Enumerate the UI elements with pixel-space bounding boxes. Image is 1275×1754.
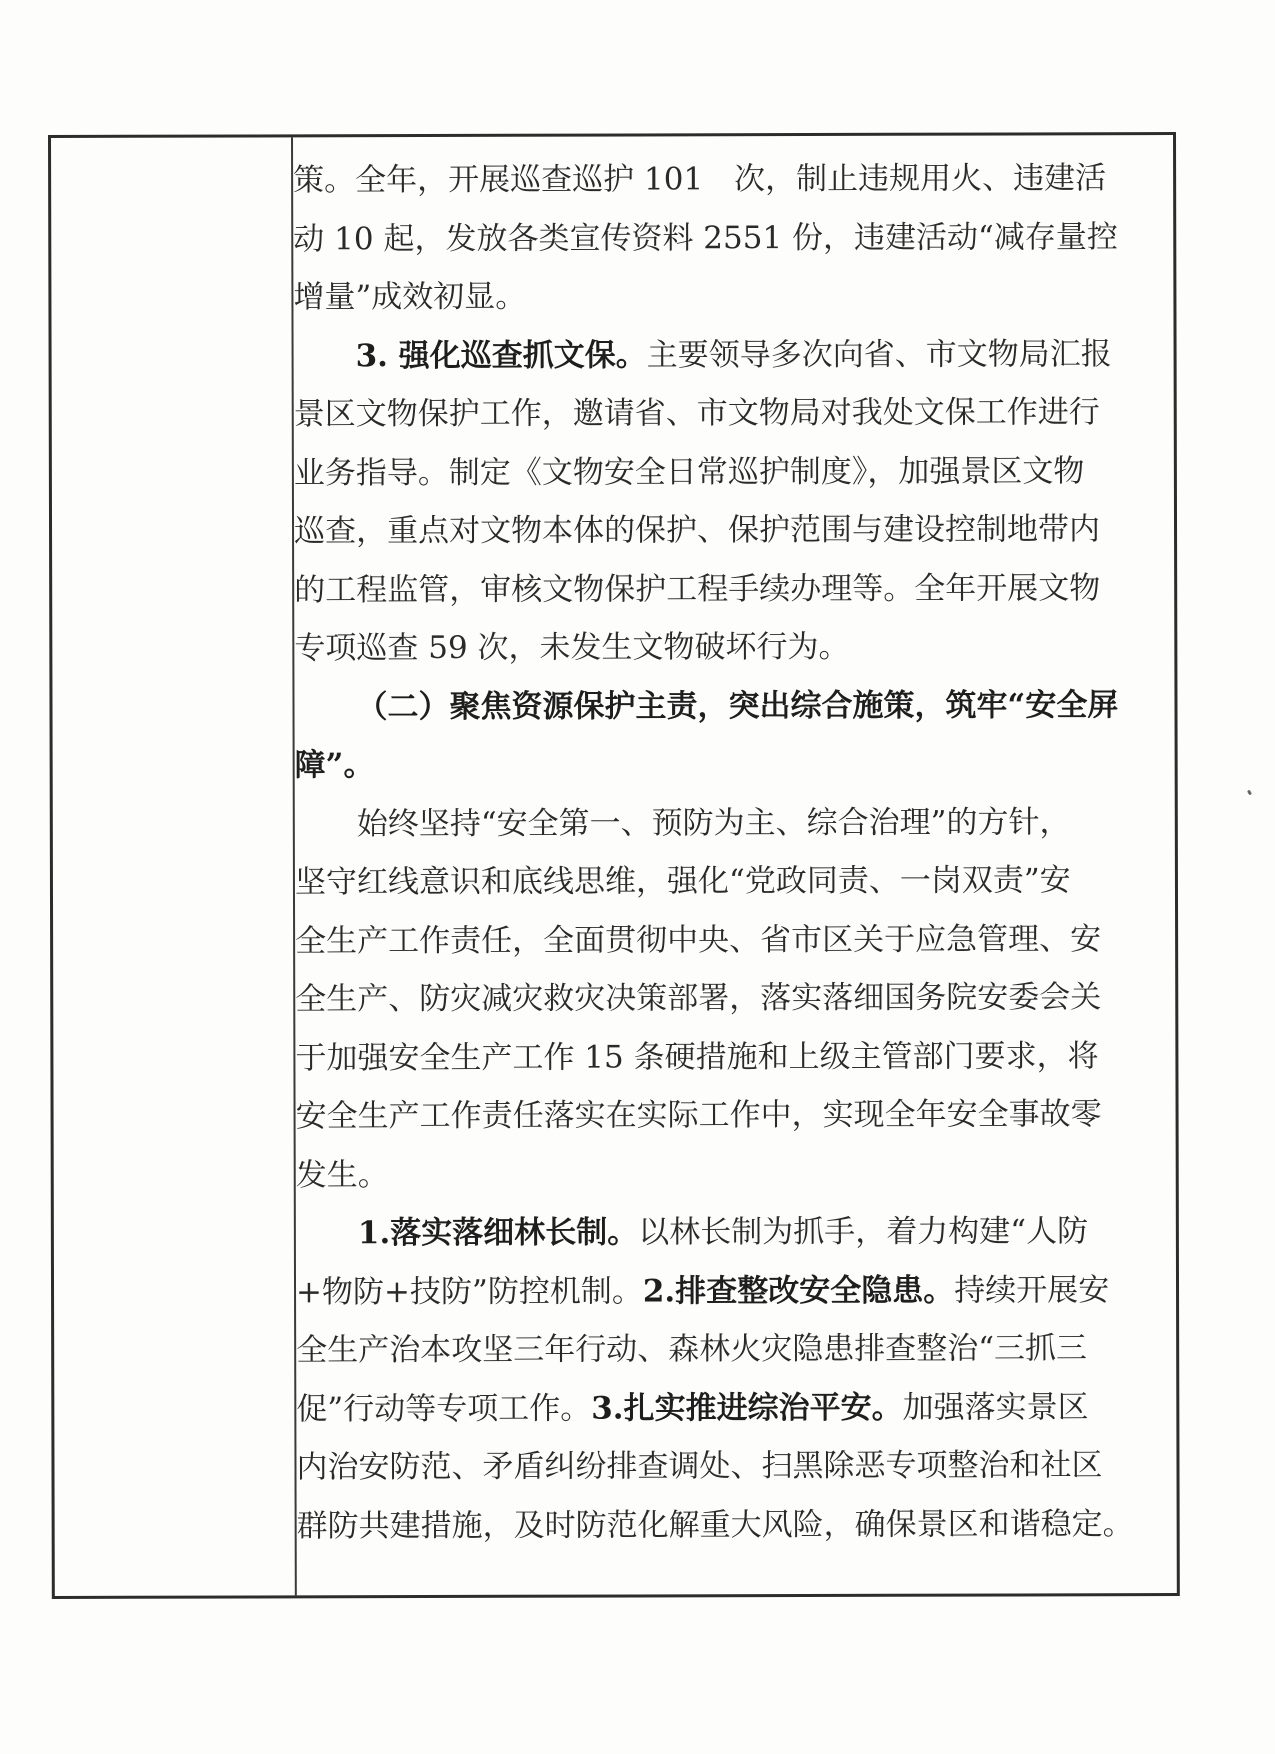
text-line: 始终坚持“安全第一、预防为主、综合治理”的方针， xyxy=(356,803,1071,842)
section-heading-two xyxy=(294,676,1160,795)
text-span: 主要领导多次向省、市文物局汇报 xyxy=(646,335,1112,373)
text-line xyxy=(296,1378,1162,1439)
text-line xyxy=(296,1202,1162,1263)
subheading-forest-chief: 1.落实落细林长制。 xyxy=(357,1214,639,1252)
table-left-column xyxy=(51,137,297,1596)
section-heading-line: （二）聚焦资源保护主责，突出综合施策，筑牢“安全屏 xyxy=(356,686,1119,725)
text-line: 的工程监管，审核文物保护工程手续办理等。全年开展文物 xyxy=(294,569,1101,608)
text-line: 内治安防范、矛盾纠纷排查调处、扫黑除恶专项整治和社区 xyxy=(296,1447,1103,1486)
text-line: 坚守红线意识和底线思维，强化“党政同责、一岗双责”安 xyxy=(294,862,1071,901)
subheading-hazards: 2.排查整改安全隐患。 xyxy=(642,1272,955,1309)
text-line: 群防共建措施，及时防范化解重大风险，确保景区和谐稳定。 xyxy=(296,1505,1134,1544)
subheading-heritage: 3. 强化巡查抓文保。 xyxy=(355,336,647,374)
text-line: 增量”成效初显。 xyxy=(293,278,527,316)
paragraph-safety-policy xyxy=(295,793,1162,1205)
text-line xyxy=(296,1261,1162,1322)
text-line: 专项巡查 59 次，未发生文物破坏行为。 xyxy=(294,628,850,667)
paragraph-patrol-results xyxy=(293,149,1159,327)
text-line: 巡查，重点对文物本体的保护、保护范围与建设控制地带内 xyxy=(293,511,1101,550)
text-line: 全生产工作责任，全面贯彻中央、省市区关于应急管理、安 xyxy=(295,920,1102,959)
text-line: 于加强安全生产工作 15 条硬措施和上级主管部门要求，将 xyxy=(295,1037,1099,1076)
text-line xyxy=(294,325,1160,386)
text-line: 景区文物保护工作，邀请省、市文物局对我处文保工作进行 xyxy=(293,394,1100,433)
text-span: 持续开展安 xyxy=(954,1271,1110,1309)
text-line: 全生产治本攻坚三年行动、森林火灾隐患排查整治“三抓三 xyxy=(296,1330,1088,1369)
document-table xyxy=(48,132,1180,1599)
text-line: 动 10 起，发放各类宣传资料 2551 份，违建活动“减存量控 xyxy=(293,218,1118,257)
text-span: 加强落实景区 xyxy=(902,1388,1089,1426)
paragraph-heritage-protection xyxy=(294,325,1161,678)
section-heading-line: 障”。 xyxy=(294,747,375,784)
subheading-public-safety: 3.扎实推进综治平安。 xyxy=(591,1389,903,1427)
text-span: +物防+技防”防控机制。 xyxy=(295,1272,643,1310)
text-span: 以林长制为抓手，着力构建“人防 xyxy=(638,1213,1089,1251)
text-span: 促”行动等专项工作。 xyxy=(296,1390,592,1427)
text-line: 业务指导。制定《文物安全日常巡护制度》，加强景区文物 xyxy=(293,452,1085,491)
scan-speck xyxy=(1247,790,1252,796)
table-content-column xyxy=(293,149,1163,1585)
text-line: 全生产、防灾减灾救灾决策部署，落实落细国务院安委会关 xyxy=(295,979,1102,1018)
text-line: 发生。 xyxy=(295,1156,389,1193)
text-line: 策。全年，开展巡查巡护 101 次，制止违规用火、违建活 xyxy=(293,160,1107,199)
text-line: 安全生产工作责任落实在实际工作中，实现全年安全事故零 xyxy=(295,1096,1102,1135)
paragraph-measures xyxy=(296,1202,1163,1555)
